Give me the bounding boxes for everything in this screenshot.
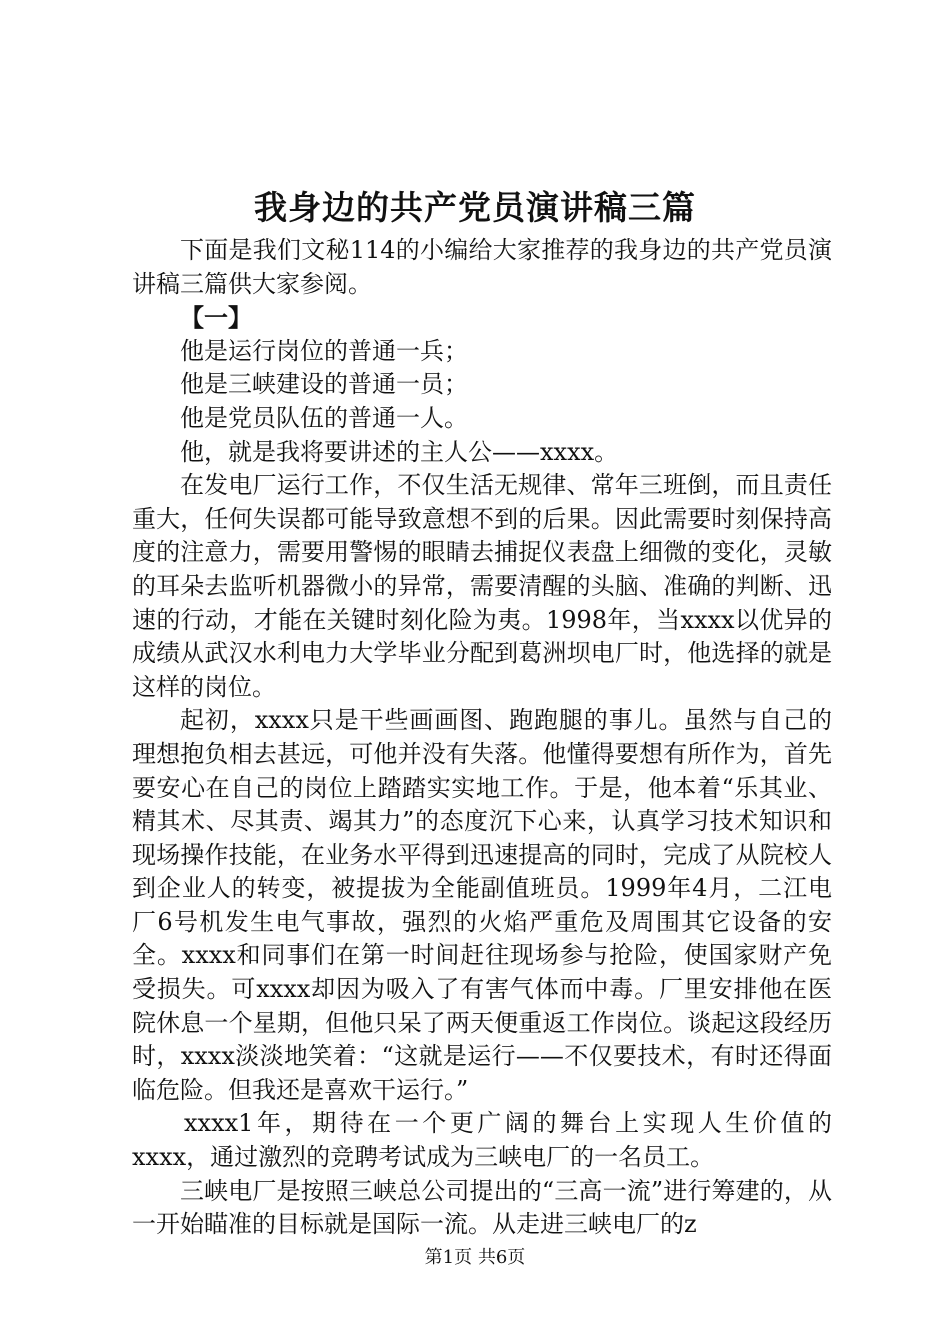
- intro-paragraph: 下面是我们文秘114的小编给大家推荐的我身边的共产党员演讲稿三篇供大家参阅。: [132, 236, 832, 298]
- body-paragraph: 他是运行岗位的普通一兵；: [180, 336, 468, 365]
- body-paragraph: 他，就是我将要讲述的主人公——xxxx。: [180, 437, 619, 466]
- body-paragraph: 在发电厂运行工作，不仅生活无规律、常年三班倒，而且责任重大，任何失误都可能导致意想不到的后果。因此需要时刻保持高度的注意力，需要用警惕的眼睛去捕捉仪表盘上细微的变化，灵敏的耳朵去监听机器微小的异常，需要清醒的头脑、准确的判断、迅速的行动，才能在关键时刻化险为夷。1998年，当xxxx以优异的成绩从武汉水利电力大学毕业分配到葛洲坝电厂时，他选择的就是这样的岗位。: [132, 471, 832, 701]
- document-title: 我身边的共产党员演讲稿三篇: [254, 188, 696, 227]
- section-one-heading: 【一】: [180, 303, 252, 333]
- body-paragraph: 他是党员队伍的普通一人。: [180, 403, 468, 432]
- document-body: [132, 234, 832, 1242]
- page-footer: 第1页 共6页: [424, 1247, 526, 1268]
- body-paragraph: 他是三峡建设的普通一员；: [180, 370, 468, 399]
- body-paragraph: 起初，xxxx只是干些画画图、跑跑腿的事儿。虽然与自己的理想抱负相去甚远，可他并没有失落。他懂得要想有所作为，首先要安心在自己的岗位上踏踏实实地工作。于是，他本着“乐其业、精其术、尽其责、竭其力”的态度沉下心来，认真学习技术知识和现场操作技能，在业务水平得到迅速提高的同时，完成了从院校人到企业人的转变，被提拔为全能副值班员。1999年4月，二江电厂6号机发生电气事故，强烈的火焰严重危及周围其它设备的安全。xxxx和同事们在第一时间赶往现场参与抢险，使国家财产免受损失。可xxxx却因为吸入了有害气体而中毒。厂里安排他在医院休息一个星期，但他只呆了两天便重返工作岗位。谈起这段经历时，xxxx淡淡地笑着：“这就是运行——不仅要技术，有时还得面临危险。但我还是喜欢干运行。”: [132, 706, 832, 1104]
- body-paragraph: xxxx1年，期待在一个更广阔的舞台上实现人生价值的xxxx，通过激烈的竞聘考试成为三峡电厂的一名员工。: [132, 1109, 832, 1172]
- body-paragraph: 三峡电厂是按照三峡总公司提出的“三高一流”进行筹建的，从一开始瞄准的目标就是国际一流。从走进三峡电厂的z: [132, 1176, 832, 1239]
